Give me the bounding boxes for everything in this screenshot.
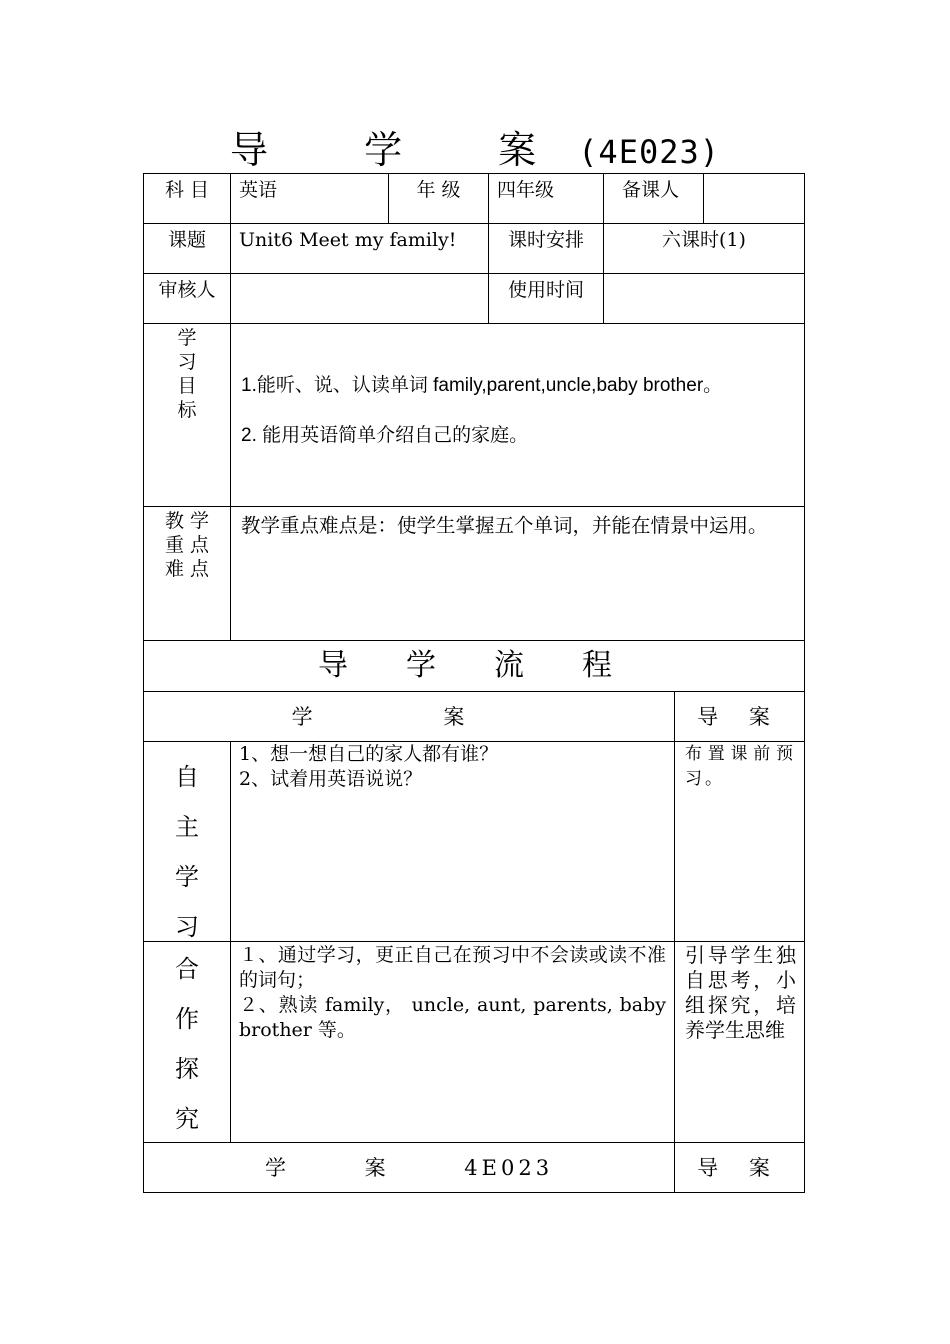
goals-content bbox=[230, 323, 805, 507]
coop-label-char: 究 bbox=[175, 1105, 199, 1133]
footer-left-text: 学 案 4E023 bbox=[264, 1156, 554, 1180]
self-study-label-char: 学 bbox=[175, 863, 199, 891]
reviewer-label: 审核人 bbox=[143, 273, 231, 324]
footer-right bbox=[674, 1142, 805, 1193]
preparer-label: 备课人 bbox=[603, 173, 704, 224]
keypoints-label bbox=[143, 506, 231, 641]
coop-label-char: 作 bbox=[175, 1005, 199, 1033]
grade-value: 四年级 bbox=[488, 173, 604, 224]
title-code: (4E023) bbox=[578, 133, 721, 171]
preparer-value bbox=[703, 173, 805, 224]
coop-label-char: 探 bbox=[175, 1055, 199, 1083]
col-left-header bbox=[143, 691, 675, 742]
title-main: 导 学 案 bbox=[229, 128, 579, 172]
goal-item-1: 1.能听、说、认读单词 family,parent,uncle,baby brother。 bbox=[241, 375, 723, 396]
goals-label bbox=[143, 323, 231, 507]
page-title bbox=[0, 128, 950, 174]
self-study-guide: 布置课前预习。 bbox=[674, 741, 805, 942]
keypoints-text: 教学重点难点是：使学生掌握五个单词，并能在情景中运用。 bbox=[230, 506, 805, 641]
goals-label-char: 目 bbox=[177, 375, 197, 397]
keypoints-label-line: 重 点 bbox=[164, 534, 210, 556]
self-study-line-2: 2、试着用英语说说？ bbox=[239, 768, 423, 790]
col-right-header bbox=[674, 691, 805, 742]
grade-label: 年 级 bbox=[388, 173, 489, 224]
keypoints-label-line: 难 点 bbox=[164, 558, 210, 580]
goals-label-char: 习 bbox=[177, 351, 197, 373]
self-study-label bbox=[143, 741, 231, 942]
footer-right-text: 导 案 bbox=[697, 1156, 782, 1180]
schedule-label: 课时安排 bbox=[488, 223, 604, 274]
keypoints-label-line: 教 学 bbox=[164, 510, 210, 532]
coop-label-char: 合 bbox=[175, 955, 199, 983]
goals-label-char: 标 bbox=[177, 399, 197, 421]
self-study-content bbox=[230, 741, 675, 942]
col-right-header-text: 导 案 bbox=[697, 705, 782, 729]
goal-item-2: 2. 能用英语简单介绍自己的家庭。 bbox=[241, 425, 529, 446]
subject-value: 英语 bbox=[230, 173, 389, 224]
coop-guide: 引导学生独自思考，小组探究，培养学生思维 bbox=[674, 941, 805, 1143]
footer-left bbox=[143, 1142, 675, 1193]
coop-line-2: ２、熟读 family， uncle, aunt, parents, baby brother 等。 bbox=[239, 994, 666, 1041]
schedule-value: 六课时(1) bbox=[603, 223, 805, 274]
goals-label-char: 学 bbox=[177, 327, 197, 349]
self-study-label-char: 主 bbox=[175, 813, 199, 841]
self-study-label-char: 习 bbox=[175, 913, 199, 941]
reviewer-value bbox=[230, 273, 489, 324]
coop-content bbox=[230, 941, 675, 1143]
usetime-value bbox=[603, 273, 805, 324]
self-study-line-1: 1、想一想自己的家人都有谁？ bbox=[239, 743, 499, 765]
topic-value: Unit6 Meet my family! bbox=[230, 223, 489, 274]
col-left-header-text: 学 案 bbox=[291, 705, 527, 729]
subject-label: 科 目 bbox=[143, 173, 231, 224]
self-study-label-char: 自 bbox=[175, 763, 199, 791]
usetime-label: 使用时间 bbox=[488, 273, 604, 324]
topic-label: 课题 bbox=[143, 223, 231, 274]
coop-label bbox=[143, 941, 231, 1143]
flow-heading: 导学流程 bbox=[143, 640, 805, 692]
coop-line-1: １、通过学习，更正自己在预习中不会读或读不准的词句； bbox=[239, 944, 666, 991]
